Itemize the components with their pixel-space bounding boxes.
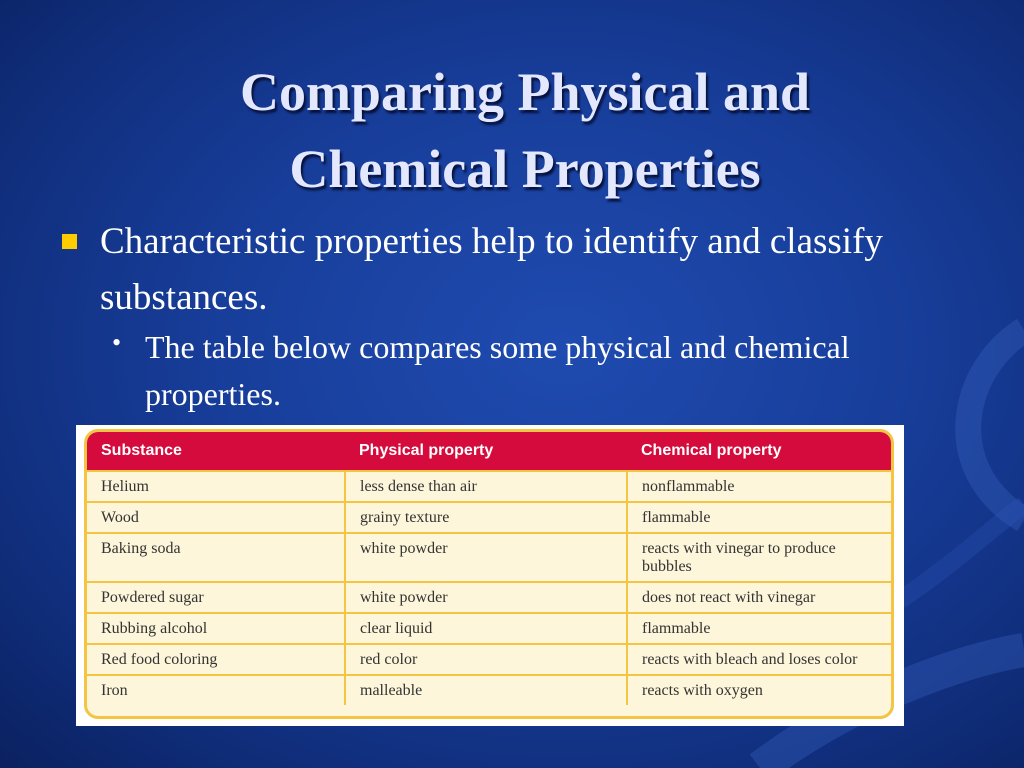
table-row <box>87 582 891 613</box>
cell-physical: white powder <box>345 582 627 613</box>
bullet-level-2-text: The table below compares some physical and chemical properties. <box>145 329 850 413</box>
square-bullet-icon <box>62 234 77 249</box>
dot-bullet-icon: • <box>112 328 122 357</box>
cell-physical: less dense than air <box>345 471 627 502</box>
table-row <box>87 613 891 644</box>
cell-chemical: nonflammable <box>627 471 891 502</box>
cell-chemical: reacts with bleach and loses color <box>627 644 891 675</box>
cell-chemical: flammable <box>627 502 891 533</box>
cell-physical: clear liquid <box>345 613 627 644</box>
header-substance: Substance <box>87 432 345 471</box>
properties-table-box <box>84 429 894 719</box>
properties-table-image <box>76 425 904 726</box>
table-row <box>87 471 891 502</box>
cell-substance: Helium <box>87 471 345 502</box>
table-row <box>87 502 891 533</box>
table-row <box>87 644 891 675</box>
cell-chemical: reacts with oxygen <box>627 675 891 705</box>
cell-physical: white powder <box>345 533 627 582</box>
title-line-1: Comparing Physical and <box>239 62 811 122</box>
table-header-row <box>87 432 891 471</box>
cell-substance: Baking soda <box>87 533 345 582</box>
cell-physical: grainy texture <box>345 502 627 533</box>
cell-chemical: does not react with vinegar <box>627 582 891 613</box>
cell-physical: malleable <box>345 675 627 705</box>
properties-table <box>87 432 891 705</box>
header-physical-property: Physical property <box>345 432 627 471</box>
cell-chemical: reacts with vinegar to produce bubbles <box>627 533 891 582</box>
header-chemical-property: Chemical property <box>627 432 891 471</box>
cell-chemical: flammable <box>627 613 891 644</box>
slide-title <box>120 54 930 207</box>
cell-substance: Rubbing alcohol <box>87 613 345 644</box>
title-line-2: Chemical Properties <box>289 138 761 199</box>
bullet-level-1-text: Characteristic properties help to identify and classify substances. <box>100 221 883 318</box>
table-row <box>87 675 891 705</box>
table-row <box>87 533 891 582</box>
cell-physical: red color <box>345 644 627 675</box>
cell-substance: Powdered sugar <box>87 582 345 613</box>
cell-substance: Red food coloring <box>87 644 345 675</box>
cell-substance: Iron <box>87 675 345 705</box>
cell-substance: Wood <box>87 502 345 533</box>
